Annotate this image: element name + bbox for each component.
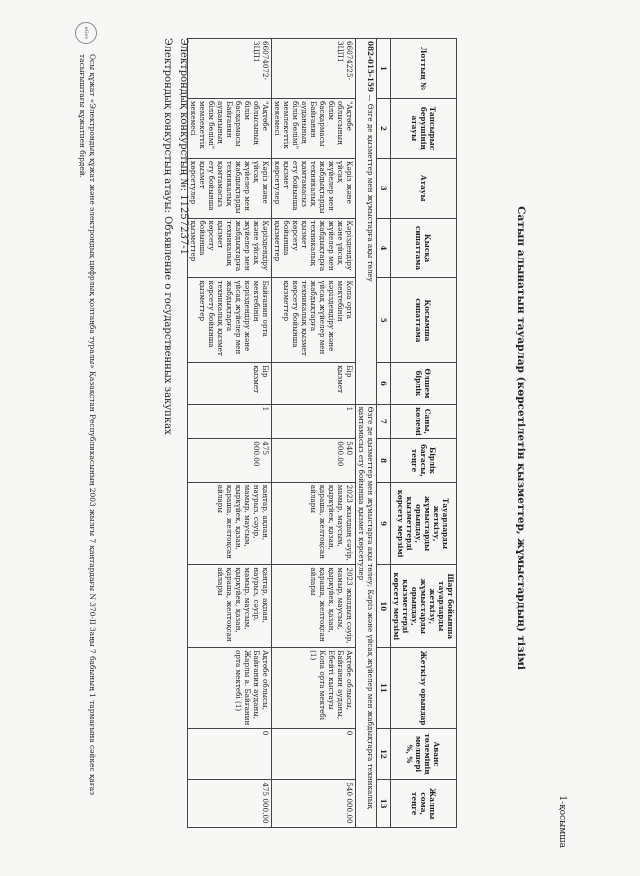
footer-note: Осы құжат «Электрондық құжат және электрондық цифрлық қолтаңба туралы» Қазақстан Республикасының 2003 жылғы 7 қаңтардағы N 370-II Заңы 7 бабының 1 тармағына сәйкес қағаз тасығыштағы құжатпен бірдей.	[78, 54, 97, 796]
col-num: 13	[377, 780, 391, 828]
cell-lot: 66074072-ЗЦП1	[188, 39, 272, 99]
header-place: Жеткізу орындар	[391, 648, 457, 729]
cell-short: Кәріздендіру және үйсақ жүйелер мен жабдықтарға техникалық қызмет көрсету бойынша қызметтер	[188, 218, 272, 278]
col-num: 10	[377, 565, 391, 648]
col-num: 9	[377, 482, 391, 565]
table-row	[272, 39, 356, 828]
cell-extra: Копа орта мектебінің кәріздендіру және үйсақ жүйелер мен жабдықтарға техникалық қызмет көрсету бойынша қызметтер	[272, 278, 356, 363]
rotated-document	[45, 28, 575, 848]
col-num: 2	[377, 98, 391, 158]
cell-name: Кәріз және үйсақ жүйелер мен жабдықтарды техникалық қамтамасыз ету бойынша қызмет көрсетулер	[188, 158, 272, 218]
appendix-label: 1-қосымша	[557, 795, 567, 848]
section-cell: 082-015-159 — Өзге де қызметтер мен жұмыстарға ақы төлеу	[356, 39, 377, 405]
table-row	[188, 39, 272, 828]
cell-price: 475 000.00	[188, 439, 272, 482]
header-unit: Өлшем бірлік	[391, 363, 457, 404]
header-qty: Саны, көлемі	[391, 404, 457, 439]
header-row	[391, 39, 457, 828]
cell-place: Ақтөбе облысы, Байғанин ауданы, Ебейті кыстауы Копа орта мектебі (1)	[272, 648, 356, 729]
cell-extra: Байғанин орта мектебінің кәріздендіру және үйсақ жүйелер мен жабдықтарға техникалық қызмет көрсету бойынша қызметтер	[188, 278, 272, 363]
cell-advance: 0	[272, 728, 356, 780]
cell-customer: "Ақтөбе облысының білім басқармасы Байғанин ауданының білім бөлімі" мемлекеттік мекемесі	[272, 98, 356, 158]
section-row	[356, 39, 377, 828]
header-short: Қысқа сипаттама	[391, 218, 457, 278]
cell-total: 475 000.00	[188, 780, 272, 828]
col-num: 8	[377, 439, 391, 482]
header-period: Тауарларды жеткізу, жұмыстарды орындау, қызметтерді көрсету мерзімі	[391, 482, 457, 565]
col-num: 11	[377, 648, 391, 729]
cell-name: Кәріз және үйсақ жүйелер мен жабдықтарды техникалық қамтамасыз ету бойынша қызмет көрсетулер	[272, 158, 356, 218]
cell-place: Ақтөбе облысы, Байғанин ауданы, Жарлы а. Байғанин орта мектебі (1)	[188, 648, 272, 729]
cell-period: 2023 жылдың сәуір, мамыр, маусым, қыркүйек, қазан, қараша, желтоқсан айлары	[272, 482, 356, 565]
col-num: 6	[377, 363, 391, 404]
header-cond-period: Шарт бойынша тауарларды жеткізу, жұмыстарды орындау, қызметтерді көрсету мерзімі	[391, 565, 457, 648]
col-num: 1	[377, 39, 391, 99]
header-price: Бірлік бағасы, теңге	[391, 439, 457, 482]
section-text: Өзге де қызметтер мен жұмыстарға ақы төлеу	[366, 103, 375, 282]
col-num: 4	[377, 218, 391, 278]
header-extra: Қосымша сипаттама	[391, 278, 457, 363]
col-num: 3	[377, 158, 391, 218]
cell-short: Кәріздендіру және үйсақ жүйелер мен жабдықтарға техникалық қызмет көрсету бойынша қызметтер	[272, 218, 356, 278]
header-advance: Аванс төлемінің мөлшері %, %	[391, 728, 457, 780]
header-name: Атауы	[391, 158, 457, 218]
section-code: 082-015-159	[366, 41, 375, 92]
e-signature-stamp-icon: eGov	[75, 22, 97, 44]
col-num: 7	[377, 404, 391, 439]
cell-qty: 1	[188, 404, 272, 439]
contest-name: Электрондық конкурстың атауы: Объявление о государственных закупках	[162, 38, 173, 435]
section-cell-2: Өзге де қызметтер мен жұмыстарға ақы төлеу; Кәріз және үйсақ жүйелер мен жабдықтарға техникалық қамтамасыз ету бойынша қызмет көрсетулер	[356, 404, 377, 827]
cell-unit: Бір қызмет	[188, 363, 272, 404]
header-total: Жалпы сома, теңге	[391, 780, 457, 828]
col-num: 5	[377, 278, 391, 363]
header-lot: Лоттың №	[391, 39, 457, 99]
cell-unit: Бір қызмет	[272, 363, 356, 404]
header-customer: Тапсырыс берушінің атауы	[391, 98, 457, 158]
cell-lot: 66074225-ЗЦП1	[272, 39, 356, 99]
cell-customer: "Ақтөбе облысының білім басқармасы Байғанин ауданының білім бөлімі" мемлекеттік мекемесі	[188, 98, 272, 158]
column-number-row	[377, 39, 391, 828]
col-num: 12	[377, 728, 391, 780]
cell-qty: 1	[272, 404, 356, 439]
cell-cond-period: қаңтар, ақпан, наурыз, сәуір, мамыр, маусым, қыркүйек, қазан, қараша, желтоқсан айлары	[188, 565, 272, 648]
procurement-table	[187, 38, 457, 828]
cell-advance: 0	[188, 728, 272, 780]
cell-cond-period: 2023 жылдың сәуір, мамыр, маусым, қыркүйек, қазан, қараша, желтоқсан айлары	[272, 565, 356, 648]
document-title: Сатып алынатын тауарлар (көрсетілетін қызметтер, жұмыстардың) тізімі	[515, 206, 527, 670]
cell-period: қаңтар, ақпан, наурыз, сәуір, мамыр, маусым, қыркүйек, қазан, қараша, желтоқсан айлары	[188, 482, 272, 565]
cell-price: 540 000.00	[272, 439, 356, 482]
contest-number: Электрондық конкурстың №: 11257237-1	[178, 38, 189, 255]
cell-total: 540 000.00	[272, 780, 356, 828]
